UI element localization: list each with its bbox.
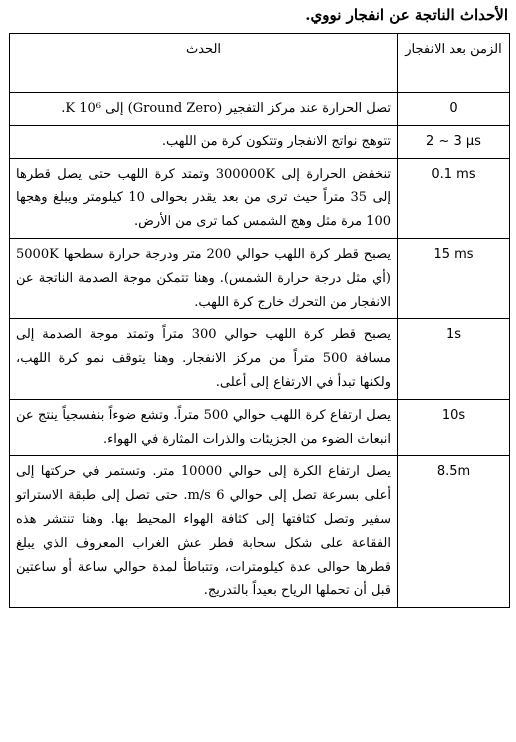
- header-time: الزمن بعد الانفجار: [398, 34, 510, 93]
- event-cell: تصل الحرارة عند مركز التفجير (Ground Zero) إلى 10⁶ K.: [10, 93, 398, 126]
- time-cell: 10s: [398, 399, 510, 456]
- event-cell: تتوهج نواتج الانفجار وتتكون كرة من اللهب.: [10, 125, 398, 158]
- event-cell: يصل ارتفاع كرة اللهب حوالي 500 متراً. وتشع ضوءاً بنفسجياً ينتج عن انبعاث الضوء من الجزيئات والذرات المثارة في الهواء.: [10, 399, 398, 456]
- time-cell: 15 ms: [398, 238, 510, 318]
- time-cell: 1s: [398, 319, 510, 399]
- table-row: [10, 158, 510, 238]
- time-cell: 0.1 ms: [398, 158, 510, 238]
- table-row: [10, 93, 510, 126]
- table-row: [10, 399, 510, 456]
- header-event: الحدث: [10, 34, 398, 93]
- event-cell: تنخفض الحرارة إلى 300000K وتمتد كرة اللهب حتى يصل قطرها إلى 35 متراً حيث ترى من بعد يقدر بحوالى 10 كيلومتر ويبلغ وهجها 100 مرة مثل وهج الشمس كما ترى من الأرض.: [10, 158, 398, 238]
- table-row: [10, 456, 510, 608]
- event-cell: يصل ارتفاع الكرة إلى حوالي 10000 متر. وتستمر في حركتها إلى أعلى بسرعة تصل إلى حوالي 6 m/s. حتى تصل إلى طبقة الاستراتو سفير وتصل كثافتها إلى كثافة الهواء المحيط بها. وهنا تنتشر هذه الفقاعة على شكل سحابة فطر عش الغراب المعروف الذي يبلغ قطرها حوالى عدة كيلومترات، وتتباطأ لمدة حوالي ساعة أو ساعتين قبل أن تحملها الرياح بعيداً بالتدريج.: [10, 456, 398, 608]
- event-cell: يصبح قطر كرة اللهب حوالي 200 متر ودرجة حرارة سطحها 5000K (أي مثل درجة حرارة الشمس). وهنا تتمكن موجة الصدمة الناتجة عن الانفجار من التحرك خارج كرة اللهب.: [10, 238, 398, 318]
- table-row: [10, 238, 510, 318]
- time-cell: 0: [398, 93, 510, 126]
- table-row: [10, 319, 510, 399]
- time-cell: 8.5m: [398, 456, 510, 608]
- events-table: [9, 33, 510, 608]
- table-row: [10, 125, 510, 158]
- event-cell: يصبح قطر كرة اللهب حوالي 300 متراً وتمتد موجة الصدمة إلى مسافة 500 متراً من مركز الانفجار. وهنا يتوقف نمو كرة اللهب، ولكنها تبدأ في الارتفاع إلى أعلى.: [10, 319, 398, 399]
- header-row: [10, 34, 510, 93]
- table-title: الأحداث الناتجة عن انفجار نووي.: [305, 6, 508, 24]
- time-cell: 2 ~ 3 μs: [398, 125, 510, 158]
